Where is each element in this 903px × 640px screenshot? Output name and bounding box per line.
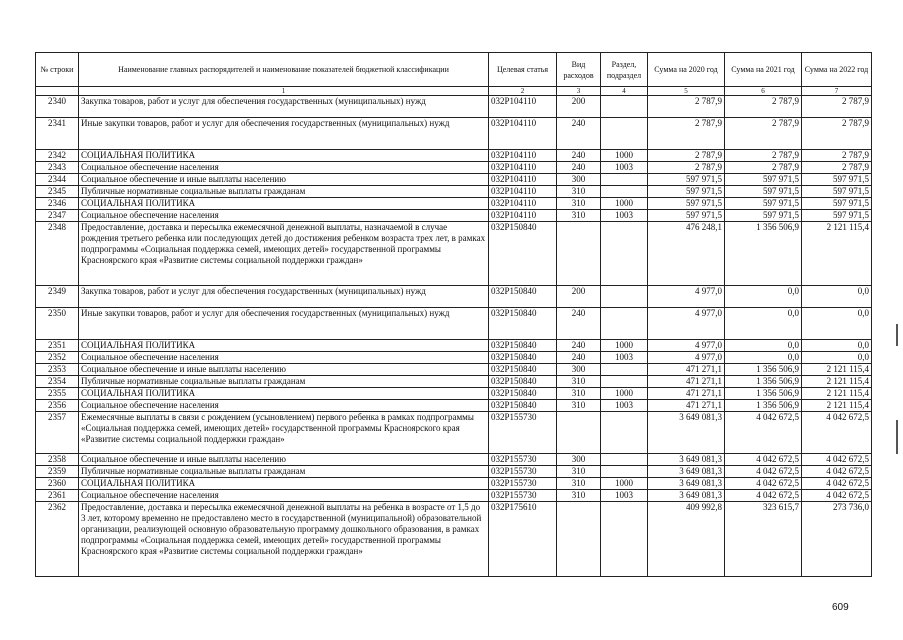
row-target-article: 032P150840 (489, 388, 557, 400)
row-target-article: 032P150840 (489, 308, 557, 340)
table-row (36, 198, 872, 210)
row-sum-2020: 597 971,5 (648, 198, 725, 210)
row-sum-2020: 597 971,5 (648, 174, 725, 186)
row-section (601, 174, 648, 186)
table-row (36, 502, 872, 577)
row-section (601, 466, 648, 478)
row-sum-2021: 597 971,5 (725, 198, 802, 210)
row-name: СОЦИАЛЬНАЯ ПОЛИТИКА (79, 388, 489, 400)
row-sum-2022: 597 971,5 (802, 174, 872, 186)
row-expense-type: 240 (557, 150, 601, 162)
row-section (601, 502, 648, 577)
row-sum-2021: 2 787,9 (725, 118, 802, 150)
scan-edge-mark (896, 324, 898, 346)
column-number: 1 (79, 87, 489, 96)
row-number: 2341 (36, 118, 79, 150)
row-target-article: 032P104110 (489, 96, 557, 118)
row-expense-type: 310 (557, 198, 601, 210)
row-sum-2020: 4 977,0 (648, 286, 725, 308)
row-name: Социальное обеспечение населения (79, 400, 489, 412)
row-target-article: 032P150840 (489, 340, 557, 352)
row-number: 2355 (36, 388, 79, 400)
row-sum-2021: 323 615,7 (725, 502, 802, 577)
header-target: Целевая статья (489, 53, 557, 87)
row-sum-2020: 597 971,5 (648, 186, 725, 198)
row-number: 2359 (36, 466, 79, 478)
row-sum-2020: 3 649 081,3 (648, 454, 725, 466)
row-name: Социальное обеспечение населения (79, 352, 489, 364)
row-number: 2351 (36, 340, 79, 352)
row-sum-2021: 4 042 672,5 (725, 466, 802, 478)
row-name: Иные закупки товаров, работ и услуг для обеспечения государственных (муниципальных) нужд (79, 118, 489, 150)
row-sum-2020: 3 649 081,3 (648, 466, 725, 478)
table-body (36, 96, 872, 577)
row-sum-2020: 2 787,9 (648, 162, 725, 174)
row-name: СОЦИАЛЬНАЯ ПОЛИТИКА (79, 150, 489, 162)
row-expense-type: 300 (557, 454, 601, 466)
row-number: 2354 (36, 376, 79, 388)
row-section (601, 286, 648, 308)
table-row (36, 96, 872, 118)
table-row (36, 454, 872, 466)
row-expense-type: 310 (557, 466, 601, 478)
table-row (36, 186, 872, 198)
row-expense-type: 200 (557, 96, 601, 118)
row-target-article: 032P104110 (489, 186, 557, 198)
row-target-article: 032P150840 (489, 400, 557, 412)
row-sum-2021: 0,0 (725, 286, 802, 308)
row-sum-2020: 2 787,9 (648, 150, 725, 162)
row-number: 2344 (36, 174, 79, 186)
budget-table (35, 52, 872, 577)
row-expense-type: 310 (557, 186, 601, 198)
table-row (36, 340, 872, 352)
row-name: Социальное обеспечение населения (79, 490, 489, 502)
row-target-article: 032P150840 (489, 364, 557, 376)
header-sum-2020: Сумма на 2020 год (648, 53, 725, 87)
header-row (36, 53, 872, 87)
table-row (36, 118, 872, 150)
row-expense-type: 240 (557, 340, 601, 352)
row-target-article: 032P155730 (489, 466, 557, 478)
row-section (601, 364, 648, 376)
row-number: 2346 (36, 198, 79, 210)
row-sum-2020: 471 271,1 (648, 364, 725, 376)
row-target-article: 032P150840 (489, 286, 557, 308)
row-sum-2021: 597 971,5 (725, 186, 802, 198)
row-sum-2021: 1 356 506,9 (725, 364, 802, 376)
row-number: 2348 (36, 222, 79, 286)
row-sum-2020: 3 649 081,3 (648, 478, 725, 490)
row-sum-2022: 2 787,9 (802, 150, 872, 162)
table-row (36, 210, 872, 222)
row-section: 1000 (601, 198, 648, 210)
row-expense-type (557, 502, 601, 577)
column-number: 7 (802, 87, 872, 96)
table-row (36, 162, 872, 174)
row-name: СОЦИАЛЬНАЯ ПОЛИТИКА (79, 198, 489, 210)
column-number-row (36, 87, 872, 96)
row-number: 2361 (36, 490, 79, 502)
row-name: Закупка товаров, работ и услуг для обеспечения государственных (муниципальных) нужд (79, 286, 489, 308)
header-name: Наименование главных распорядителей и наименование показателей бюджетной классификации (79, 53, 489, 87)
row-sum-2020: 3 649 081,3 (648, 490, 725, 502)
row-section: 1003 (601, 490, 648, 502)
row-sum-2021: 1 356 506,9 (725, 388, 802, 400)
row-target-article: 032P175610 (489, 502, 557, 577)
row-section: 1003 (601, 162, 648, 174)
row-section: 1003 (601, 400, 648, 412)
row-sum-2022: 4 042 672,5 (802, 454, 872, 466)
table-row (36, 308, 872, 340)
table-row (36, 388, 872, 400)
row-expense-type (557, 412, 601, 454)
row-name: Иные закупки товаров, работ и услуг для обеспечения государственных (муниципальных) нужд (79, 308, 489, 340)
column-number: 4 (601, 87, 648, 96)
row-sum-2021: 1 356 506,9 (725, 400, 802, 412)
row-sum-2021: 0,0 (725, 308, 802, 340)
row-sum-2020: 4 977,0 (648, 308, 725, 340)
row-sum-2022: 0,0 (802, 286, 872, 308)
row-expense-type: 240 (557, 308, 601, 340)
row-name: Публичные нормативные социальные выплаты гражданам (79, 376, 489, 388)
row-sum-2022: 0,0 (802, 308, 872, 340)
row-sum-2022: 597 971,5 (802, 210, 872, 222)
table-row (36, 400, 872, 412)
row-section (601, 118, 648, 150)
row-section: 1000 (601, 150, 648, 162)
row-sum-2021: 4 042 672,5 (725, 412, 802, 454)
row-section (601, 186, 648, 198)
row-sum-2020: 471 271,1 (648, 388, 725, 400)
row-name: Предоставление, доставка и пересылка ежемесячной денежной выплаты на ребенка в возрасте от 1,5 до 3 лет, которому временно не предоставлено место в государственной (муниципальной) образовательной организации, реализующей основную образовательную программу дошкольного образования, в рамках подпрограммы «Социальная поддержка семей, имеющих детей» государственной программы Красноярского края «Развитие системы социальной поддержки граждан» (79, 502, 489, 577)
row-sum-2021: 597 971,5 (725, 210, 802, 222)
row-sum-2020: 476 248,1 (648, 222, 725, 286)
row-sum-2022: 2 787,9 (802, 118, 872, 150)
row-sum-2020: 4 977,0 (648, 352, 725, 364)
row-section (601, 96, 648, 118)
table-row (36, 222, 872, 286)
row-sum-2022: 2 787,9 (802, 96, 872, 118)
row-sum-2021: 2 787,9 (725, 162, 802, 174)
header-sum-2021: Сумма на 2021 год (725, 53, 802, 87)
row-sum-2020: 2 787,9 (648, 96, 725, 118)
row-expense-type: 300 (557, 364, 601, 376)
row-number: 2352 (36, 352, 79, 364)
row-expense-type: 240 (557, 118, 601, 150)
row-section: 1000 (601, 388, 648, 400)
row-sum-2022: 2 787,9 (802, 162, 872, 174)
row-sum-2022: 2 121 115,4 (802, 364, 872, 376)
row-expense-type: 240 (557, 162, 601, 174)
row-target-article: 032P150840 (489, 222, 557, 286)
row-name: Социальное обеспечение населения (79, 162, 489, 174)
row-sum-2021: 4 042 672,5 (725, 490, 802, 502)
row-target-article: 032P155730 (489, 490, 557, 502)
row-sum-2021: 0,0 (725, 352, 802, 364)
row-sum-2021: 4 042 672,5 (725, 478, 802, 490)
row-name: Социальное обеспечение и иные выплаты населению (79, 364, 489, 376)
row-target-article: 032P104110 (489, 150, 557, 162)
table-row (36, 376, 872, 388)
row-section (601, 412, 648, 454)
row-target-article: 032P155730 (489, 454, 557, 466)
row-sum-2022: 2 121 115,4 (802, 376, 872, 388)
row-sum-2022: 0,0 (802, 352, 872, 364)
row-number: 2356 (36, 400, 79, 412)
column-number (36, 87, 79, 96)
row-sum-2020: 597 971,5 (648, 210, 725, 222)
row-number: 2345 (36, 186, 79, 198)
table-row (36, 286, 872, 308)
header-exp-type: Вид расходов (557, 53, 601, 87)
table-row (36, 412, 872, 454)
row-sum-2021: 1 356 506,9 (725, 376, 802, 388)
row-expense-type: 200 (557, 286, 601, 308)
row-sum-2020: 3 649 081,3 (648, 412, 725, 454)
row-name: СОЦИАЛЬНАЯ ПОЛИТИКА (79, 478, 489, 490)
column-number: 3 (557, 87, 601, 96)
row-expense-type: 310 (557, 210, 601, 222)
scan-edge-mark (896, 420, 898, 454)
table-row (36, 174, 872, 186)
row-sum-2021: 0,0 (725, 340, 802, 352)
row-target-article: 032P150840 (489, 352, 557, 364)
row-section: 1003 (601, 210, 648, 222)
table-row (36, 150, 872, 162)
row-number: 2340 (36, 96, 79, 118)
row-name: Ежемесячные выплаты в связи с рождением (усыновлением) первого ребенка в рамках подпрограммы «Социальная поддержка семей, имеющих детей» государственной программы Красноярского края «Развитие системы социальной поддержки граждан» (79, 412, 489, 454)
row-sum-2021: 4 042 672,5 (725, 454, 802, 466)
row-sum-2021: 1 356 506,9 (725, 222, 802, 286)
row-name: Социальное обеспечение населения (79, 210, 489, 222)
row-sum-2022: 2 121 115,4 (802, 388, 872, 400)
row-number: 2360 (36, 478, 79, 490)
row-number: 2353 (36, 364, 79, 376)
row-name: СОЦИАЛЬНАЯ ПОЛИТИКА (79, 340, 489, 352)
row-number: 2362 (36, 502, 79, 577)
column-number: 2 (489, 87, 557, 96)
page-number: 609 (832, 602, 849, 613)
row-number: 2343 (36, 162, 79, 174)
row-sum-2021: 2 787,9 (725, 150, 802, 162)
column-number: 5 (648, 87, 725, 96)
row-expense-type: 310 (557, 376, 601, 388)
row-section (601, 376, 648, 388)
row-number: 2357 (36, 412, 79, 454)
row-sum-2022: 4 042 672,5 (802, 466, 872, 478)
row-sum-2021: 597 971,5 (725, 174, 802, 186)
header-sum-2022: Сумма на 2022 год (802, 53, 872, 87)
row-name: Публичные нормативные социальные выплаты гражданам (79, 186, 489, 198)
row-sum-2020: 471 271,1 (648, 400, 725, 412)
row-number: 2347 (36, 210, 79, 222)
row-sum-2022: 2 121 115,4 (802, 222, 872, 286)
row-sum-2022: 2 121 115,4 (802, 400, 872, 412)
row-section: 1000 (601, 478, 648, 490)
row-sum-2020: 471 271,1 (648, 376, 725, 388)
row-expense-type (557, 222, 601, 286)
row-sum-2022: 273 736,0 (802, 502, 872, 577)
table-row (36, 490, 872, 502)
row-sum-2020: 2 787,9 (648, 118, 725, 150)
row-sum-2021: 2 787,9 (725, 96, 802, 118)
row-expense-type: 310 (557, 490, 601, 502)
row-sum-2022: 597 971,5 (802, 186, 872, 198)
row-target-article: 032P104110 (489, 174, 557, 186)
row-name: Предоставление, доставка и пересылка ежемесячной денежной выплаты, назначаемой в случае рождения третьего ребенка или последующих детей до достижения ребенком возраста трех лет, в рамках подпрограммы «Социальная поддержка семей, имеющих детей» государственной программы Красноярского края «Развитие системы социальной поддержки граждан» (79, 222, 489, 286)
row-name: Социальное обеспечение и иные выплаты населению (79, 454, 489, 466)
row-expense-type: 240 (557, 352, 601, 364)
row-target-article: 032P104110 (489, 198, 557, 210)
table-row (36, 364, 872, 376)
row-section: 1000 (601, 340, 648, 352)
row-expense-type: 300 (557, 174, 601, 186)
row-sum-2022: 0,0 (802, 340, 872, 352)
row-target-article: 032P155730 (489, 478, 557, 490)
row-section (601, 454, 648, 466)
row-sum-2022: 597 971,5 (802, 198, 872, 210)
row-sum-2022: 4 042 672,5 (802, 412, 872, 454)
row-target-article: 032P104110 (489, 118, 557, 150)
row-number: 2342 (36, 150, 79, 162)
row-target-article: 032P104110 (489, 210, 557, 222)
table-row (36, 478, 872, 490)
row-name: Закупка товаров, работ и услуг для обеспечения государственных (муниципальных) нужд (79, 96, 489, 118)
row-section: 1003 (601, 352, 648, 364)
row-target-article: 032P155730 (489, 412, 557, 454)
header-row-no: № строки (36, 53, 79, 87)
row-expense-type: 310 (557, 478, 601, 490)
row-name: Публичные нормативные социальные выплаты гражданам (79, 466, 489, 478)
row-number: 2358 (36, 454, 79, 466)
row-name: Социальное обеспечение и иные выплаты населению (79, 174, 489, 186)
table-row (36, 466, 872, 478)
row-section (601, 308, 648, 340)
row-section (601, 222, 648, 286)
row-sum-2020: 4 977,0 (648, 340, 725, 352)
header-section: Раздел, подраздел (601, 53, 648, 87)
row-expense-type: 310 (557, 400, 601, 412)
row-sum-2022: 4 042 672,5 (802, 478, 872, 490)
table-row (36, 352, 872, 364)
row-target-article: 032P104110 (489, 162, 557, 174)
row-expense-type: 310 (557, 388, 601, 400)
row-number: 2349 (36, 286, 79, 308)
row-sum-2020: 409 992,8 (648, 502, 725, 577)
row-number: 2350 (36, 308, 79, 340)
row-sum-2022: 4 042 672,5 (802, 490, 872, 502)
column-number: 6 (725, 87, 802, 96)
row-target-article: 032P150840 (489, 376, 557, 388)
